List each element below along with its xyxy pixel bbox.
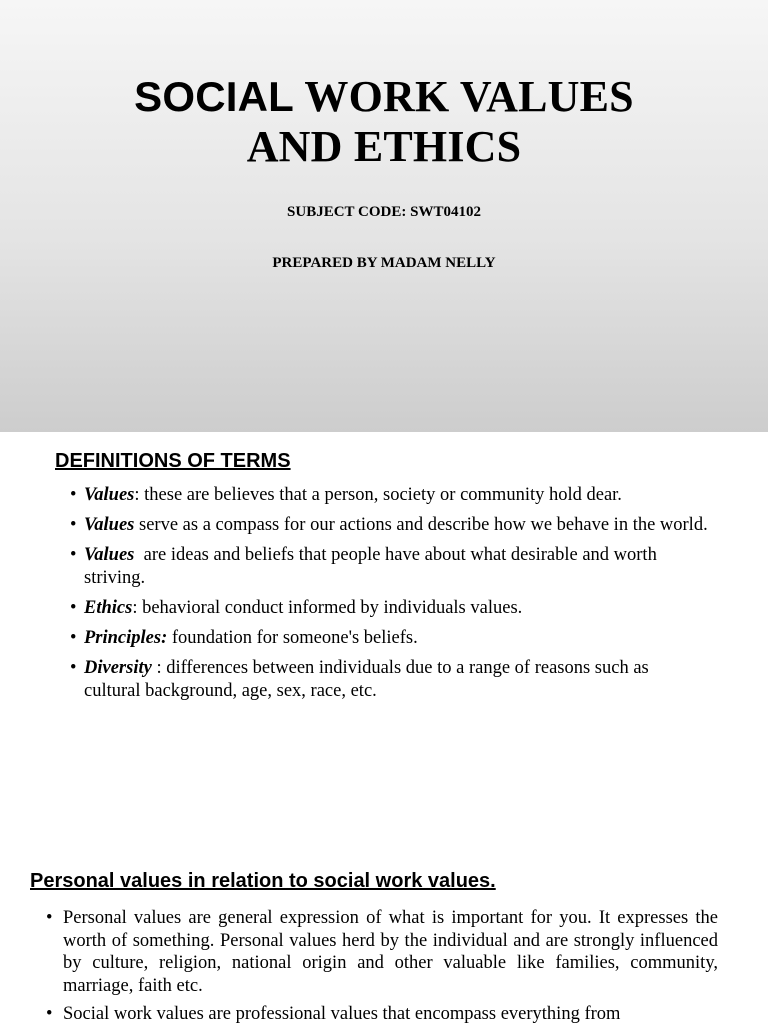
definition-term: Values bbox=[84, 515, 135, 535]
definition-item bbox=[68, 484, 708, 507]
slide-title bbox=[0, 72, 768, 172]
title-slide bbox=[0, 0, 768, 432]
definition-text: serve as a compass for our actions and describe how we behave in the world. bbox=[134, 515, 708, 535]
title-word-social: SOCIAL bbox=[134, 73, 294, 120]
personal-values-heading: Personal values in relation to social work values. bbox=[30, 870, 496, 892]
definition-term: Diversity bbox=[84, 658, 152, 678]
personal-values-slide bbox=[0, 837, 768, 1024]
personal-values-item: • Personal values are general expression of what is important for you. It expresses the worth of something. Personal values herd by the individual and are strongly influenced by culture, religion, national origin and other valuable like families, community, marriage, faith etc. bbox=[46, 907, 718, 997]
definition-text: : these are believes that a person, society or community hold dear. bbox=[134, 485, 622, 505]
definition-term: Ethics bbox=[84, 598, 133, 618]
definition-term: Values bbox=[84, 485, 135, 505]
definition-term: Values bbox=[84, 545, 135, 565]
personal-values-list bbox=[46, 907, 718, 1032]
definition-text: : behavioral conduct informed by individuals values. bbox=[132, 598, 523, 618]
definition-text: : differences between individuals due to a range of reasons such as cultural background, age, sex, race, etc. bbox=[84, 658, 649, 701]
definition-item bbox=[68, 657, 708, 703]
personal-values-item: • Social work values are professional values that encompass everything from bbox=[46, 1003, 718, 1026]
definition-item bbox=[68, 627, 708, 650]
title-rest-line1: WORK VALUES bbox=[294, 72, 634, 121]
definition-item bbox=[68, 597, 708, 620]
definitions-heading: DEFINITIONS OF TERMS bbox=[55, 450, 291, 472]
definition-item bbox=[68, 544, 708, 590]
prepared-by: PREPARED BY MADAM NELLY bbox=[272, 255, 496, 271]
subject-code: SUBJECT CODE: SWT04102 bbox=[287, 204, 481, 220]
definition-text: foundation for someone's beliefs. bbox=[167, 628, 418, 648]
definitions-slide bbox=[0, 432, 768, 837]
definition-term: Principles: bbox=[84, 628, 168, 648]
definition-text: are ideas and beliefs that people have about what desirable and worth striving. bbox=[84, 545, 662, 588]
title-line2: AND ETHICS bbox=[246, 122, 522, 171]
definitions-list bbox=[68, 484, 708, 710]
definition-item bbox=[68, 514, 708, 537]
